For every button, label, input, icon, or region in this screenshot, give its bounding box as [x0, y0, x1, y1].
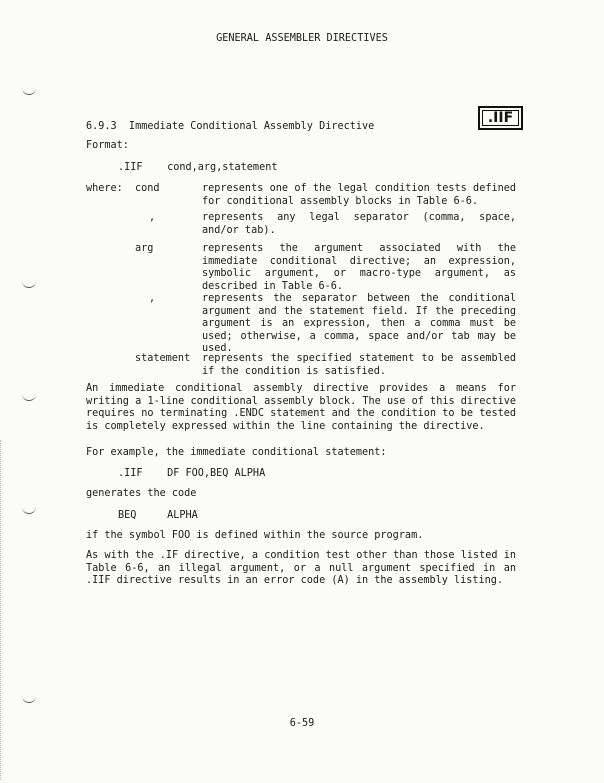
format-label: Format: — [86, 140, 129, 151]
margin-mark — [22, 507, 36, 514]
term-separator: , — [149, 212, 156, 223]
term-cond: cond — [135, 183, 160, 194]
desc-separator-2: represents the separator between the conditional argument and the statement field. If the preceding argument is an expression, then a comma must be used; otherwise, a comma, space and/or tab may be used. — [202, 293, 516, 354]
term-arg: arg — [135, 243, 154, 254]
paragraph-error: As with the .IF directive, a condition test other than those listed in Table 6-6, an illegal argument, or a null argument specified in an .IIF directive results in an error code (A) in the assembly listing. — [86, 550, 516, 586]
margin-mark — [22, 281, 36, 288]
directive-tab-box — [478, 106, 523, 130]
where-label: where: — [86, 183, 123, 194]
margin-mark — [22, 88, 36, 95]
paragraph-intro: An immediate conditional assembly directive provides a means for writing a 1-line conditional assembly block. The use of this directive requires no terminating .ENDC statement and the condition to be tested is completely expressed within the line containing the directive. — [86, 383, 516, 432]
desc-arg: represents the argument associated with the immediate conditional directive; an expression, symbolic argument, or macro-type argument, as described in Table 6-6. — [202, 243, 516, 292]
desc-cond: represents one of the legal condition tests defined for conditional assembly blocks in Table 6-6. — [202, 183, 516, 207]
term-statement: statement — [135, 353, 191, 364]
page-header: GENERAL ASSEMBLER DIRECTIVES — [216, 33, 388, 44]
code-example-1: .IIF DF FOO,BEQ ALPHA — [118, 468, 266, 479]
paragraph-generates: generates the code — [86, 488, 197, 499]
directive-tab-label: .IIF — [482, 110, 519, 126]
term-separator-2: , — [149, 293, 156, 304]
section-heading: 6.9.3 Immediate Conditional Assembly Directive — [86, 121, 375, 132]
paragraph-example-lead: For example, the immediate conditional statement: — [86, 447, 387, 458]
page-number: 6-59 — [289, 718, 315, 729]
desc-separator: represents any legal separator (comma, space, and/or tab). — [202, 212, 516, 236]
margin-mark — [22, 696, 36, 703]
code-example-2: BEQ ALPHA — [118, 510, 198, 521]
format-syntax: .IIF cond,arg,statement — [118, 162, 278, 173]
paragraph-symbol: if the symbol FOO is defined within the source program. — [86, 530, 424, 541]
margin-mark — [22, 394, 36, 401]
desc-statement: represents the specified statement to be assembled if the condition is satisfied. — [202, 353, 516, 377]
